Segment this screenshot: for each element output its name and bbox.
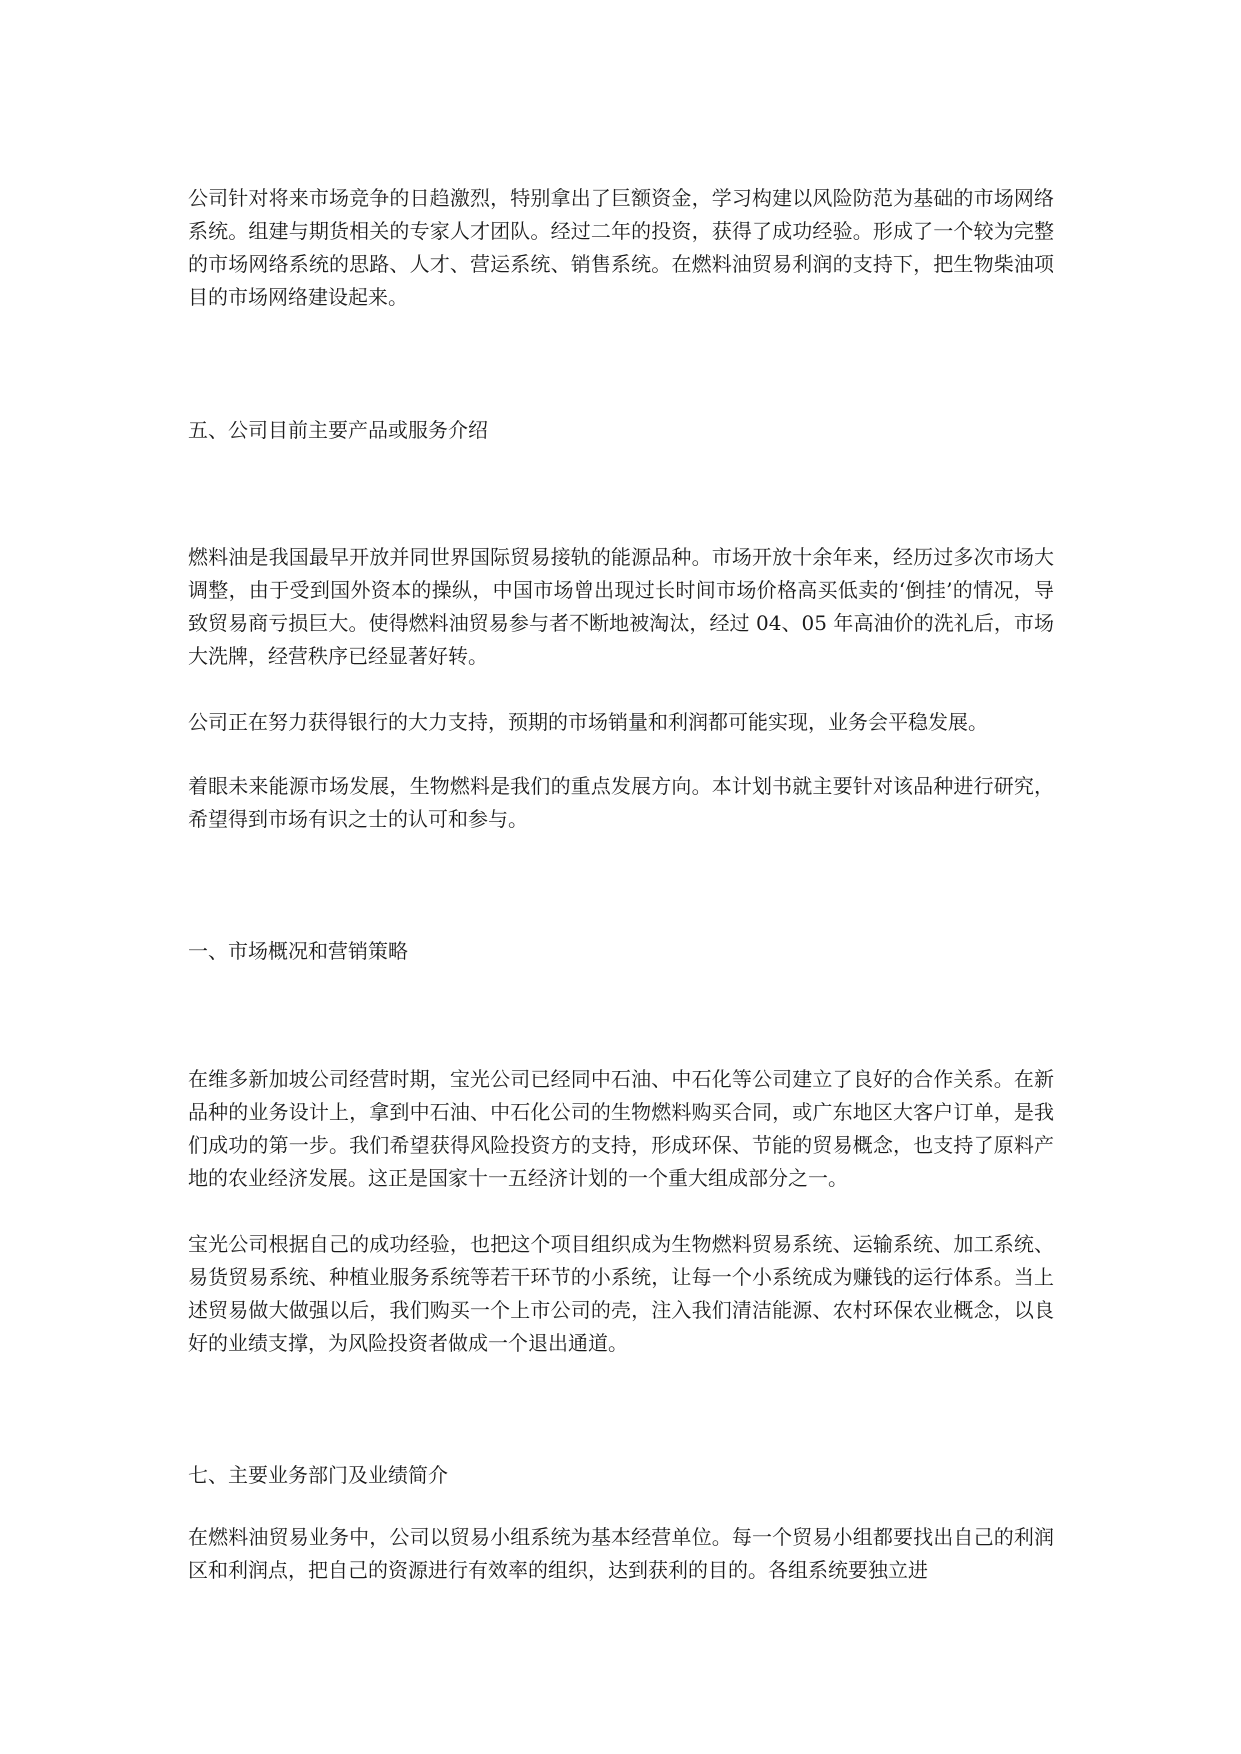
paragraph-biofuel-direction: 着眼未来能源市场发展，生物燃料是我们的重点发展方向。本计划书就主要针对该品种进行研究，希望得到市场有识之士的认可和参与。 (188, 774, 1054, 831)
paragraph-trade-groups: 在燃料油贸易业务中，公司以贸易小组系统为基本经营单位。每一个贸易小组都要找出自己的利润区和利润点，把自己的资源进行有效率的组织，达到获利的目的。各组系统要独立进 (188, 1525, 1054, 1582)
heading-section-seven: 七、主要业务部门及业绩简介 (188, 1463, 448, 1487)
paragraph-system-organization: 宝光公司根据自己的成功经验，也把这个项目组织成为生物燃料贸易系统、运输系统、加工系统、易货贸易系统、种植业服务系统等若干环节的小系统，让每一个小系统成为赚钱的运行体系。当上述贸易做大做强以后，我们购买一个上市公司的壳，注入我们清洁能源、农村环保农业概念，以良好的业绩支撑，为风险投资者做成一个退出通道。 (188, 1232, 1054, 1355)
heading-section-one: 一、市场概况和营销策略 (188, 939, 408, 963)
paragraph-bank-support: 公司正在努力获得银行的大力支持，预期的市场销量和利润都可能实现，业务会平稳发展。 (188, 710, 988, 734)
paragraph-fuel-oil: 燃料油是我国最早开放并同世界国际贸易接轨的能源品种。市场开放十余年来，经历过多次市场大调整，由于受到国外资本的操纵，中国市场曾出现过长时间市场价格高买低卖的‘倒挂’的情况，导致贸易商亏损巨大。使得燃料油贸易参与者不断地被淘汰，经过 04、05 年高油价的洗礼后，市场大洗牌，经营秩序已经显著好转。 (188, 545, 1054, 668)
paragraph-cooperation: 在维多新加坡公司经营时期，宝光公司已经同中石油、中石化等公司建立了良好的合作关系。在新品种的业务设计上，拿到中石油、中石化公司的生物燃料购买合同，或广东地区大客户订单，是我们成功的第一步。我们希望获得风险投资方的支持，形成环保、节能的贸易概念，也支持了原料产地的农业经济发展。这正是国家十一五经济计划的一个重大组成部分之一。 (188, 1067, 1054, 1190)
heading-section-five: 五、公司目前主要产品或服务介绍 (188, 418, 488, 442)
paragraph-market-network: 公司针对将来市场竞争的日趋激烈，特别拿出了巨额资金，学习构建以风险防范为基础的市场网络系统。组建与期货相关的专家人才团队。经过二年的投资，获得了成功经验。形成了一个较为完整的市场网络系统的思路、人才、营运系统、销售系统。在燃料油贸易利润的支持下，把生物柴油项目的市场网络建设起来。 (188, 186, 1054, 309)
